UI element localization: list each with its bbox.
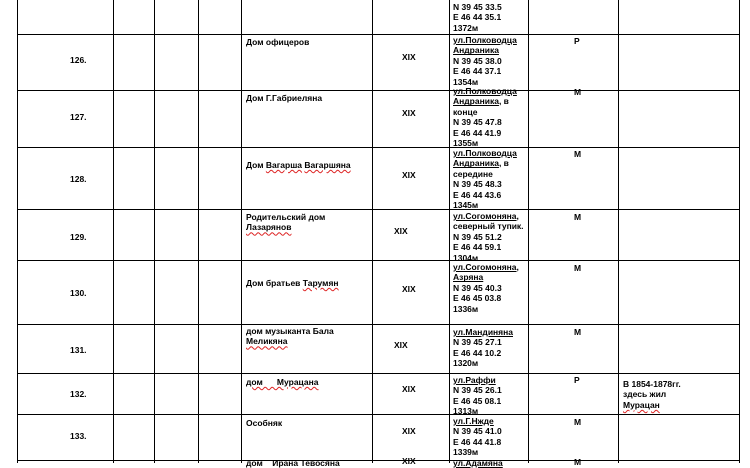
row-divider bbox=[17, 460, 740, 461]
location-cell: ул.Г.Нжде N 39 45 41.0 E 46 44 41.8 1339м bbox=[453, 416, 502, 458]
note-cell: В 1854-1878гг. здесь жил Мурацан bbox=[623, 379, 681, 410]
row-divider bbox=[17, 90, 740, 91]
row-number: 130. bbox=[70, 288, 87, 298]
location-cell: N 39 45 33.5 E 46 44 35.1 1372м bbox=[453, 2, 502, 33]
period: XIX bbox=[394, 340, 408, 350]
col-divider bbox=[528, 0, 529, 463]
category: Р bbox=[574, 375, 580, 385]
row-divider bbox=[17, 373, 740, 374]
row-number: 128. bbox=[70, 174, 87, 184]
period: XIX bbox=[402, 170, 416, 180]
col-divider bbox=[198, 0, 199, 463]
location-cell: ул.Согомоняна, Азряна N 39 45 40.3 E 46 45 03.8 1336м bbox=[453, 262, 519, 314]
location-cell: ул.Мандиняна N 39 45 27.1 E 46 44 10.2 1320м bbox=[453, 327, 513, 369]
category: М bbox=[574, 327, 582, 337]
object-name: Родительский дом Лазарянов bbox=[246, 212, 326, 233]
col-divider bbox=[372, 0, 373, 463]
object-name: Особняк bbox=[246, 418, 283, 428]
object-name: дом Мурацана bbox=[246, 377, 319, 387]
col-divider bbox=[449, 0, 450, 463]
row-divider bbox=[17, 147, 740, 148]
period: XIX bbox=[402, 426, 416, 436]
period: XIX bbox=[394, 226, 408, 236]
object-name: дом Ирана Тевосяна bbox=[246, 458, 340, 468]
category: М bbox=[574, 263, 582, 273]
location-cell: ул.Полководца Андраника, в середине N 39 45 48.3 E 46 44 43.6 1345м bbox=[453, 148, 517, 211]
object-name: Дом братьев Тарумян bbox=[246, 278, 339, 288]
period: XIX bbox=[402, 108, 416, 118]
location-cell: ул.Согомоняна, северный тупик. N 39 45 51.2 E 46 44 59.1 1304м bbox=[453, 211, 524, 263]
period: XIX bbox=[402, 384, 416, 394]
object-name: Дом офицеров bbox=[246, 37, 310, 47]
category: М bbox=[574, 149, 582, 159]
row-divider bbox=[17, 209, 740, 210]
location-cell: ул.Раффи N 39 45 26.1 E 46 45 08.1 1313м bbox=[453, 375, 502, 417]
category: Р bbox=[574, 36, 580, 46]
object-name: дом музыканта Бала Меликяна bbox=[246, 326, 334, 347]
category: М bbox=[574, 457, 582, 467]
col-divider bbox=[113, 0, 114, 463]
col-divider bbox=[618, 0, 619, 463]
period: XIX bbox=[402, 456, 416, 466]
row-number: 133. bbox=[70, 431, 87, 441]
row-divider bbox=[17, 34, 740, 35]
category: М bbox=[574, 212, 582, 222]
period: XIX bbox=[402, 284, 416, 294]
object-name: Дом Вагарша Вагаршяна bbox=[246, 160, 351, 170]
row-divider bbox=[17, 414, 740, 415]
object-name: Дом Г.Габриеляна bbox=[246, 93, 323, 103]
col-divider bbox=[241, 0, 242, 463]
col-divider bbox=[17, 0, 18, 463]
category: М bbox=[574, 417, 582, 427]
row-divider bbox=[17, 324, 740, 325]
location-cell: ул.Полководца Андраника, в конце N 39 45 47.8 E 46 44 41.9 1355м bbox=[453, 86, 517, 149]
row-number: 127. bbox=[70, 112, 87, 122]
col-divider bbox=[739, 0, 740, 463]
row-number: 126. bbox=[70, 55, 87, 65]
row-number: 129. bbox=[70, 232, 87, 242]
category: М bbox=[574, 87, 582, 97]
location-cell: ул.Полководца Андраника N 39 45 38.0 E 46 44 37.1 1354м bbox=[453, 35, 517, 87]
period: XIX bbox=[402, 52, 416, 62]
row-number: 132. bbox=[70, 389, 87, 399]
row-divider bbox=[17, 260, 740, 261]
row-number: 131. bbox=[70, 345, 87, 355]
location-cell: ул.Адамяна bbox=[453, 458, 503, 468]
col-divider bbox=[154, 0, 155, 463]
